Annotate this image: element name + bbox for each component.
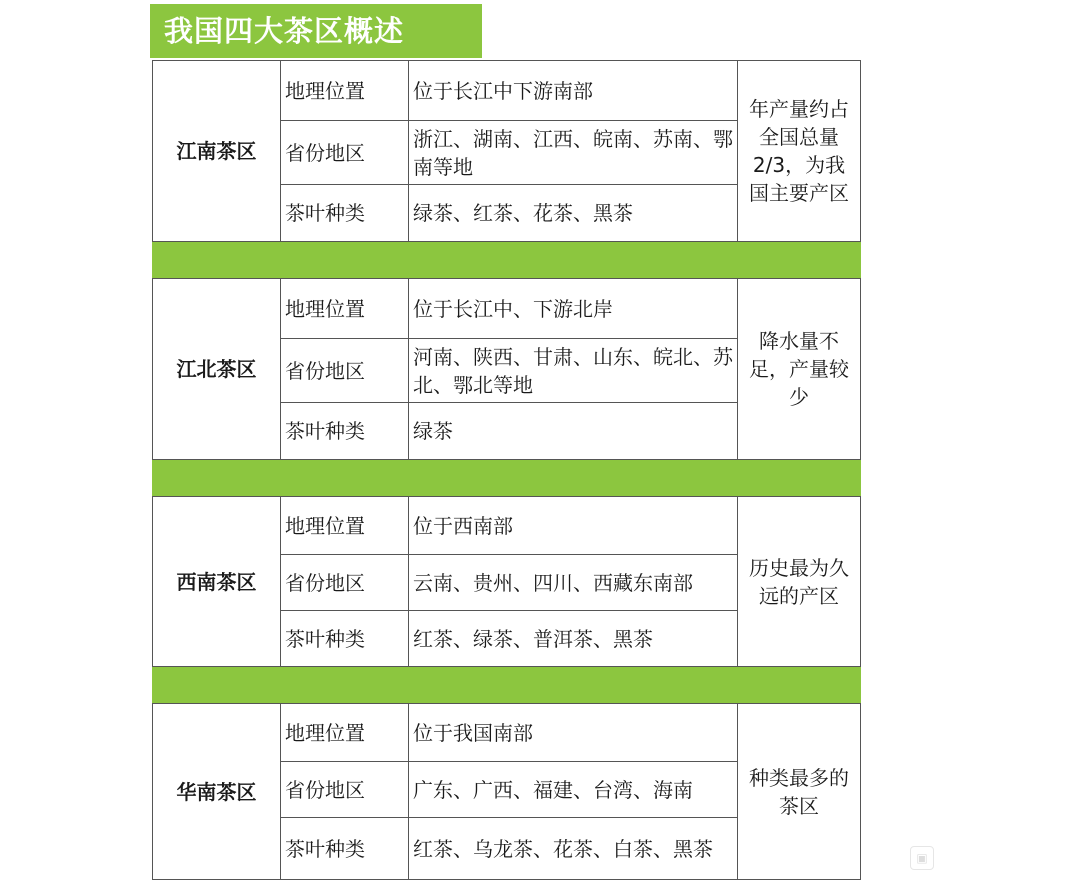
table-row [153,61,861,121]
location-label: 地理位置 [281,704,409,762]
region-name: 江北茶区 [153,279,281,460]
provinces-value: 广东、广西、福建、台湾、海南 [409,762,738,818]
provinces-label: 省份地区 [281,555,409,611]
location-label: 地理位置 [281,279,409,339]
provinces-label: 省份地区 [281,762,409,818]
location-label: 地理位置 [281,61,409,121]
provinces-value: 河南、陕西、甘肃、山东、皖北、苏北、鄂北等地 [409,339,738,403]
location-label: 地理位置 [281,497,409,555]
region-note: 降水量不足，产量较少 [738,279,861,460]
provinces-value: 云南、贵州、四川、西藏东南部 [409,555,738,611]
tea-types-value: 红茶、乌龙茶、花茶、白茶、黑茶 [409,818,738,880]
region-name: 江南茶区 [153,61,281,242]
tea-types-value: 绿茶 [409,403,738,460]
tea-regions-table [152,60,861,880]
tea-types-label: 茶叶种类 [281,185,409,242]
section-divider [153,667,861,704]
tea-types-label: 茶叶种类 [281,611,409,667]
location-value: 位于长江中、下游北岸 [409,279,738,339]
table-row [153,704,861,762]
section-divider [153,460,861,497]
section-divider [153,242,861,279]
region-name: 华南茶区 [153,704,281,880]
region-note: 种类最多的茶区 [738,704,861,880]
region-note: 历史最为久远的产区 [738,497,861,667]
provinces-value: 浙江、湖南、江西、皖南、苏南、鄂南等地 [409,121,738,185]
tea-types-label: 茶叶种类 [281,818,409,880]
page-title: 我国四大茶区概述 [150,4,482,58]
table-row [153,497,861,555]
tea-types-value: 红茶、绿茶、普洱茶、黑茶 [409,611,738,667]
tea-types-label: 茶叶种类 [281,403,409,460]
provinces-label: 省份地区 [281,339,409,403]
location-value: 位于我国南部 [409,704,738,762]
table-row [153,279,861,339]
watermark-icon: ▣ [910,846,934,870]
location-value: 位于长江中下游南部 [409,61,738,121]
provinces-label: 省份地区 [281,121,409,185]
location-value: 位于西南部 [409,497,738,555]
region-name: 西南茶区 [153,497,281,667]
region-note: 年产量约占全国总量2/3，为我国主要产区 [738,61,861,242]
tea-types-value: 绿茶、红茶、花茶、黑茶 [409,185,738,242]
